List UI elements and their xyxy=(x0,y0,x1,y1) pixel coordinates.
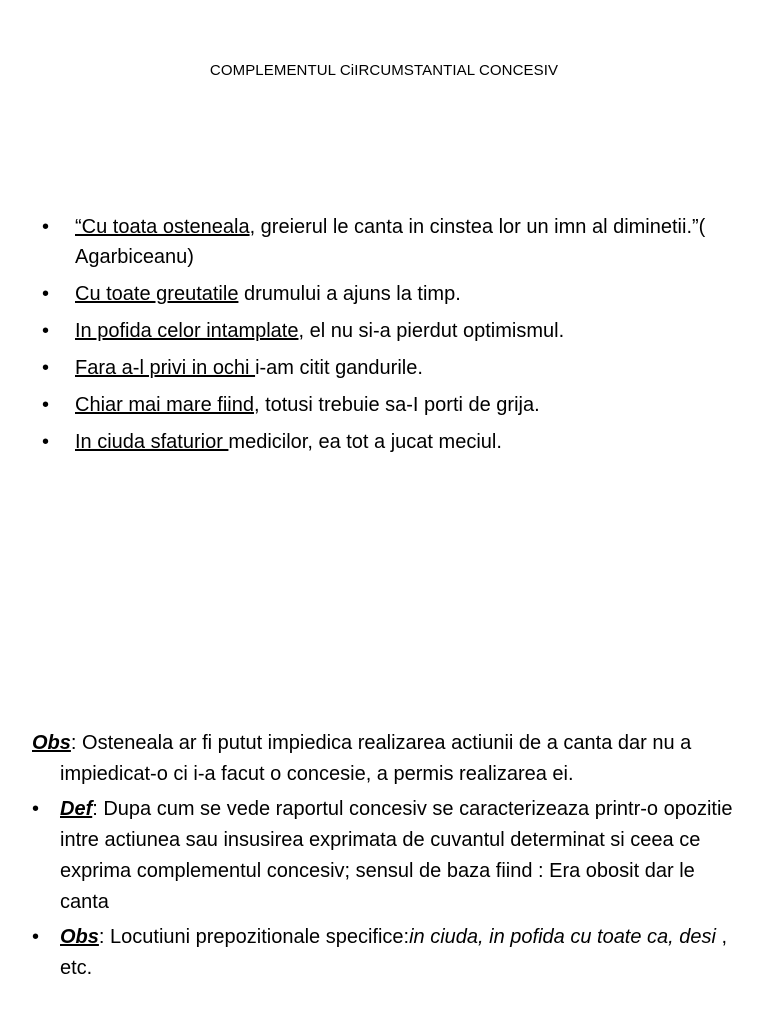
concessive-complement: Cu toate greutatile xyxy=(75,283,239,305)
obs2-text-b: , xyxy=(478,926,490,948)
list-item xyxy=(42,212,742,272)
def-text: : Dupa cum se vede raportul concesiv se caracterizeaza printr-o opozitie intre actiunea sau insusirea exprimata de cuvantul determinat si ceea ce exprima complementul concesiv; sensul de baza fiind : Era obosit dar le canta xyxy=(60,798,733,913)
obs2-paragraph xyxy=(32,922,747,984)
examples-list xyxy=(42,212,742,464)
obs-text: : Osteneala ar fi putut impiedica realizarea actiunii de a canta dar nu a impiedicat-o ci i-a facut o concesie, a permis realizarea ei. xyxy=(60,732,692,785)
obs2-label: Obs xyxy=(60,926,99,948)
concessive-complement: Fara a-l privi in ochi xyxy=(75,357,256,379)
example-rest: , el nu si-a pierdut optimismul. xyxy=(298,320,565,342)
obs2-italic-a: in ciuda xyxy=(409,926,479,948)
bullet-icon: • xyxy=(32,926,40,948)
bullet-icon: • xyxy=(42,394,50,416)
obs2-text-c: , etc. xyxy=(60,926,728,979)
concessive-complement: “Cu toata osteneala xyxy=(75,216,250,238)
bullet-icon: • xyxy=(42,320,50,342)
list-item xyxy=(42,390,742,420)
obs-label: Obs xyxy=(32,732,71,754)
notes-section xyxy=(32,728,747,988)
list-item xyxy=(42,353,742,383)
bullet-icon: • xyxy=(42,431,50,453)
def-paragraph xyxy=(32,794,747,918)
page-title: COMPLEMENTUL CiIRCUMSTANTIAL CONCESIV xyxy=(209,62,559,79)
obs-paragraph xyxy=(32,728,747,790)
bullet-icon: • xyxy=(42,216,50,238)
bullet-icon: • xyxy=(42,283,50,305)
list-item xyxy=(42,427,742,457)
example-rest: , greierul le canta in cinstea lor un imn al diminetii.”( Agarbiceanu) xyxy=(75,216,706,268)
concessive-complement: Chiar mai mare fiind xyxy=(75,394,254,416)
concessive-complement: In ciuda sfaturior xyxy=(75,431,229,453)
list-item xyxy=(42,279,742,309)
bullet-icon: • xyxy=(32,798,40,820)
example-rest: i-am citit gandurile. xyxy=(255,357,423,379)
bullet-icon: • xyxy=(42,357,50,379)
example-rest: drumului a ajuns la timp. xyxy=(238,283,461,305)
def-label: Def xyxy=(60,798,93,820)
list-item xyxy=(42,316,742,346)
example-rest: medicilor, ea tot a jucat meciul. xyxy=(228,431,502,453)
obs2-italic-b: in pofida cu toate ca, desi xyxy=(489,926,716,948)
example-rest: , totusi trebuie sa-I porti de grija. xyxy=(253,394,540,416)
obs2-text-a: : Locutiuni prepozitionale specifice: xyxy=(98,926,410,948)
concessive-complement: In pofida celor intamplate xyxy=(75,320,299,342)
